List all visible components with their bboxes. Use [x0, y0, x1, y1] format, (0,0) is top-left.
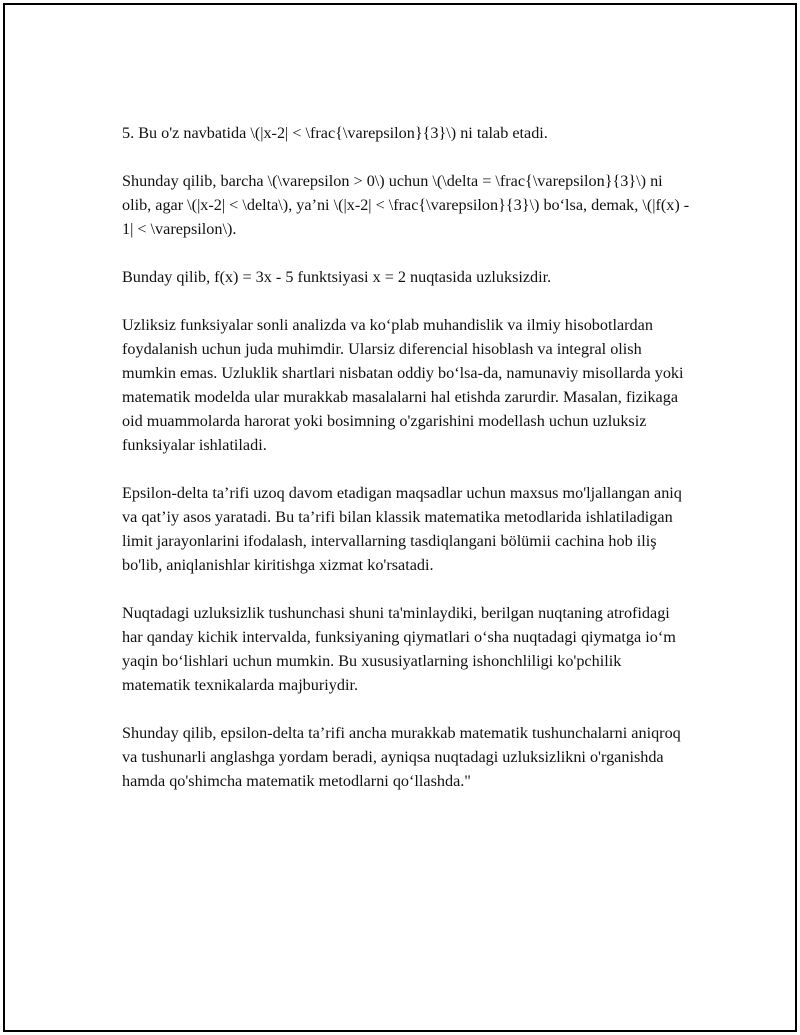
- paragraph-point-continuity: Nuqtadagi uzluksizlik tushunchasi shuni ta'minlaydiki, berilgan nuqtaning atrofidagi har qanday kichik intervalda, funksiyaning qiymatlari o‘sha nuqtadagi qiymatga io‘m yaqin bo‘lishlari uchun mumkin. Bu xususiyatlarning ishonchliligi ko'pchilik matematik texnikalarda majburiydir.: [122, 604, 676, 694]
- paragraph-epsilon-delta-definition: Epsilon-delta ta’rifi uzoq davom etadigan maqsadlar uchun maxsus mo'ljallangan aniq va qat’iy asos yaratadi. Bu ta’rifi bilan klassik matematika metodlarida ishlatiladigan limit jarayonlarini ifodalash, intervallarning tasdiqlangani bölümii cachina hob iliş bo'lib, aniqlanishlar kiritishga xizmat ko'rsatadi.: [122, 484, 682, 574]
- paragraph-continuity-result: Bunday qilib, f(x) = 3x - 5 funktsiyasi x = 2 nuqtasida uzluksizdir.: [122, 268, 552, 286]
- paragraph-summary: Shunday qilib, epsilon-delta ta’rifi ancha murakkab matematik tushunchalarni aniqroq va tushunarli anglashga yordam beradi, ayniqsa nuqtadagi uzluksizlikni o'rganishda hamda qo'shimcha matematik metodlarni qo‘llashda.": [122, 724, 681, 790]
- paragraph-continuous-functions: Uzliksiz funksiyalar sonli analizda va ko‘plab muhandislik va ilmiy hisobotlardan foydalanish uchun juda muhimdir. Ularsiz diferencial hisoblash va integral olish mumkin emas. Uzluklik shartlari nisbatan oddiy bo‘lsa-da, namunaviy misollarda yoki matematik modelda ular murakkab masalalarni hal etishda zarurdir. Masalan, fizikaga oid muammolarda harorat yoki bosimning o'zgarishini modellash uchun uzluksiz funksiyalar ishlatiladi.: [122, 316, 684, 454]
- document-body: [122, 121, 692, 817]
- page-frame: [3, 3, 797, 1032]
- paragraph-step-5: 5. Bu o'z navbatida \(|x-2| < \frac{\varepsilon}{3}\) ni talab etadi.: [122, 124, 548, 142]
- paragraph-conclusion-epsilon: Shunday qilib, barcha \(\varepsilon > 0\) uchun \(\delta = \frac{\varepsilon}{3}\) ni olib, agar \(|x-2| < \delta\), ya’ni \(|x-2| < \frac{\varepsilon}{3}\) bo‘lsa, demak, \(|f(x) - 1| < \varepsilon\).: [122, 172, 690, 238]
